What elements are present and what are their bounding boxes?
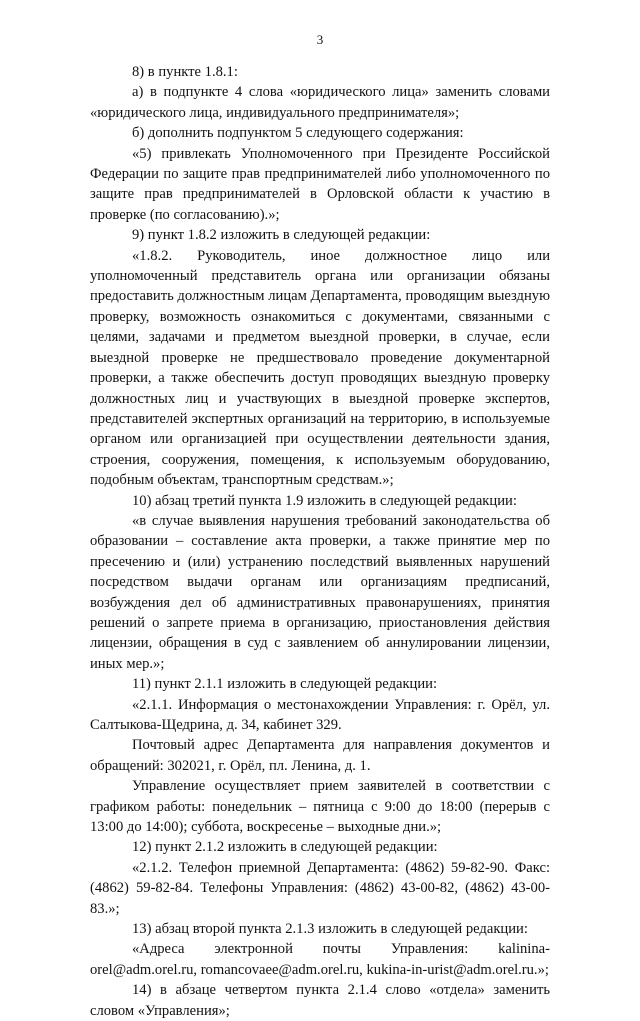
quoted-clause-1-9: «в случае выявления нарушения требований законодательства об образовании – составление акта проверки, а также принятие мер по пресечению и (или) устранению последствий выявленных нарушений посредством выдачи органам или организациям предписаний, возбуждения дел об административных правонарушениях, принятия решений о запрете приема в организацию, приостановления действия лицензии, обращения в суд с заявлением об аннулировании лицензии, иных мер.»;	[90, 512, 550, 672]
quoted-subpoint-5: «5) привлекать Уполномоченного при Президенте Российской Федерации по защите прав предпринимателей либо уполномоченного по защите прав предпринимателей в Орловской области к участию в проверке (по согласованию).»;	[90, 145, 550, 223]
working-hours-paragraph: Управление осуществляет прием заявителей в соответствии с графиком работы: понедельник – пятница с 9:00 до 18:00 (перерыв с 13:00 до 14:00); суббота, воскресенье – выходные дни.»;	[90, 778, 550, 836]
paragraph-item-13: 13) абзац второй пункта 2.1.3 изложить в следующей редакции:	[132, 921, 528, 938]
postal-address-paragraph: Почтовый адрес Департамента для направления документов и обращений: 302021, г. Орёл, пл. Ленина, д. 1.	[90, 737, 550, 774]
paragraph-item-9: 9) пункт 1.8.2 изложить в следующей редакции:	[132, 227, 431, 244]
page-number: 3	[316, 32, 324, 47]
document-body	[90, 62, 550, 1021]
paragraph-item-14: 14) в абзаце четвертом пункта 2.1.4 слово «отдела» заменить словом «Управления»;	[90, 982, 550, 1019]
paragraph-item-11: 11) пункт 2.1.1 изложить в следующей редакции:	[132, 676, 438, 693]
paragraph-subitem-b: б) дополнить подпунктом 5 следующего содержания:	[132, 125, 464, 142]
paragraph-item-10: 10) абзац третий пункта 1.9 изложить в следующей редакции:	[132, 492, 517, 509]
paragraph-item-12: 12) пункт 2.1.2 изложить в следующей редакции:	[132, 839, 438, 856]
quoted-clause-2-1-2: «2.1.2. Телефон приемной Департамента: (4862) 59-82-90. Факс: (4862) 59-82-84. Телефоны Управления: (4862) 43-00-82, (4862) 43-00-83.»;	[90, 859, 550, 917]
paragraph-subitem-a: а) в подпункте 4 слова «юридического лица» заменить словами «юридического лица, индивидуального предпринимателя»;	[90, 84, 550, 121]
paragraph-item-8: 8) в пункте 1.8.1:	[132, 64, 238, 80]
quoted-clause-1-8-2: «1.8.2. Руководитель, иное должностное лицо или уполномоченный представитель органа или организации обязаны предоставить должностным лицам Департамента, проводящим выездную проверку, возможность ознакомиться с документами, связанными с целями, задачами и предметом выездной проверки, в случае, если выездной проверке не предшествовало проведение документарной проверки, а также обеспечить доступ проводящих выездную проверку должностных лиц и участвующих в выездной проверке экспертов, представителей экспертных организаций на территорию, в используемые органом или организацией при осуществлении деятельности здания, строения, сооружения, помещения, к используемым оборудованию, подобным объектам, транспортным средствам.»;	[90, 247, 550, 489]
quoted-clause-2-1-1: «2.1.1. Информация о местонахождении Управления: г. Орёл, ул. Салтыкова-Щедрина, д. 34, кабинет 329.	[90, 696, 550, 733]
quoted-email-addresses: «Адреса электронной почты Управления: kalinina-orel@adm.orel.ru, romancovaee@adm.orel.ru, kukina-in-urist@adm.orel.ru.»;	[90, 941, 550, 978]
